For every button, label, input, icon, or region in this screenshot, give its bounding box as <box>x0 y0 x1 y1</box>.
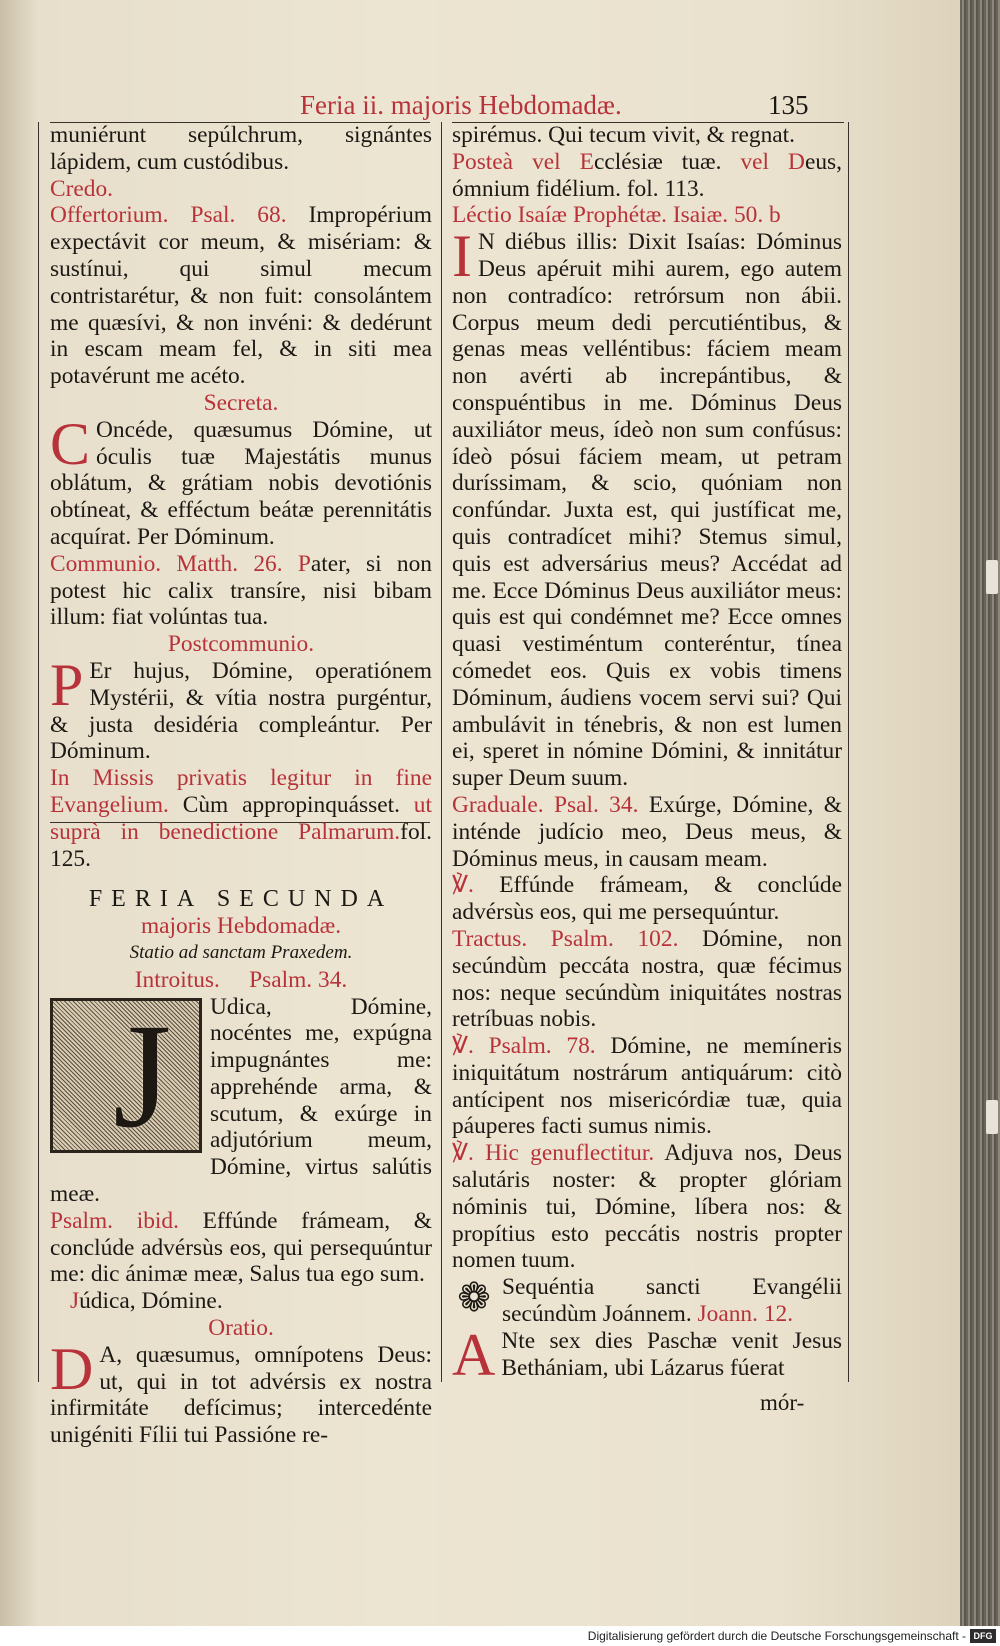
drop-initial: P <box>50 651 84 718</box>
page-tab <box>986 1100 998 1134</box>
introitus-label: Introitus. <box>134 966 220 993</box>
drop-initial: I <box>452 223 472 290</box>
secreta-text: Oncéde, quæsumus Dómine, ut óculis tuæ Majestátis munus oblátum, & grátiam nobis devotiónis obtíneat, & efféctum beátæ perennitátis acquírat. Per Dóminum. <box>50 416 432 550</box>
psalm-ibid-text: Effúnde frámeam, & conclúde advérsùs eos, qui persequúntur me: dic ánimæ meæ, Salus tua ego sum. <box>50 1207 432 1288</box>
versicle <box>452 1140 842 1274</box>
introitus-psalm: Psalm. 34. <box>249 966 348 993</box>
versicle <box>452 872 842 926</box>
postea-red: Posteà vel E <box>452 148 594 175</box>
offertorium <box>50 202 432 390</box>
lectio-label: Léctio Isaíæ Prophétæ. <box>452 202 668 229</box>
oratio-title: Oratio. <box>208 1315 274 1342</box>
feria-title: FERIA SECUNDA <box>88 886 394 913</box>
rubric-black: Cùm appropinquásset. <box>182 791 400 818</box>
paragraph: muniérunt sepúlchrum, signántes lápidem, cum custódibus. <box>50 122 432 175</box>
drop-initial: A <box>452 1321 496 1388</box>
tractus-text: Dómine, non secúndùm peccáta nostra, quæ fécimus nos: neque secúndùm iniquitátes nostras retríbuas nobis. <box>452 925 842 1033</box>
rubric-fol: fol. 125. <box>50 818 432 872</box>
lectio-text: N diébus illis: Dixit Isaías: Dóminus Deus apéruit mihi aurem, ego autem non contradíco: retrórsum non ábii. Corpus meum dedi percutiéntibus, & genas meas velléntibus: fáciem meam non avérti ab increpántibus, & conspuéntibus in me. Dóminus Deus auxiliátor meus, ídeò non sum confúsus: ídeò pósui fáciem meam, ut petram duríssimam, & scio, quóniam non confúndar. Juxta est, qui justíficat me, quis contradícet mihi? Stemus simul, quis est adversárius meus? Accédat ad me. Ecce Dóminus Deus auxiliátor meus: quis est qui condémnet me? Ecce omnes quasi vestiméntum conteréntur, tínea cómedet eos. Quis ex vobis timens Dóminum, áudiens vocem servi sui? Qui ambulávit in ténebris, & non est lumen ei, speret in nómine Dómini, & innitátur super Deum suum. <box>452 229 842 792</box>
running-header: Feria ii. majoris Hebdomadæ. <box>300 90 622 120</box>
graduale-label: Graduale. Psal. 34. <box>452 791 639 818</box>
psalm-ibid <box>50 1208 432 1288</box>
versicle-label: ℣. Hic genuflectitur. <box>452 1140 655 1167</box>
dfg-logo: DFG <box>970 1629 996 1643</box>
oratio <box>50 1335 432 1449</box>
graduale-text: Exúrge, Dómine, & inténde judício meo, Deus meus, & Dóminus meus, in causam meam. <box>452 791 842 872</box>
sequentia <box>452 1274 842 1328</box>
fleuron-icon: ❁ <box>457 1275 491 1321</box>
credo: Credo. <box>50 175 114 202</box>
feria-subtitle: majoris Hebdomadæ. <box>140 913 342 940</box>
versicle-text: Effúnde frámeam, & conclúde advérsùs eos, qui me persequúntur. <box>452 872 842 926</box>
sequentia-ref: Joann. 12. <box>697 1301 794 1328</box>
rubric-red: ut suprà in benedictione Palmarum. <box>50 791 432 845</box>
vel-d-red: vel D <box>740 148 805 175</box>
introitus <box>50 994 432 1208</box>
judica <box>50 1288 432 1315</box>
right-column <box>452 122 843 1388</box>
sequentia-text: Sequéntia sancti Evangélii secúndùm Joánnem. <box>502 1274 842 1328</box>
column-divider <box>441 122 442 1382</box>
oratio-text: A, quæsumus, omnípotens Deus: ut, qui in tot advérsis ex nostra infirmitáte defícimus; intercedénte unigéniti Fílii tui Passióne re- <box>50 1341 432 1449</box>
left-column <box>50 122 432 1449</box>
woodcut-initial <box>50 992 202 1159</box>
introitus-text: Udica, Dómine, nocéntes me, expúgna impugnántes me: apprehénde arma, & scutum, & exúrge in adjutórium meum, Dómine, virtus salútis meæ. <box>50 993 432 1208</box>
versicle <box>452 1033 842 1140</box>
paragraph: spirémus. Qui tecum vivit, & regnat. <box>452 122 796 148</box>
introitus-heading <box>50 967 432 994</box>
postcommunio <box>50 651 432 765</box>
lectio-ref: Isaiæ. 50. b <box>672 202 781 229</box>
woodcut-letter: J <box>113 992 172 1159</box>
secreta-title: Secreta. <box>203 389 279 416</box>
graduale <box>452 792 842 872</box>
drop-initial: C <box>50 410 91 477</box>
versicle-text: Adjuva nos, Deus salutáris noster: & propter glóriam nóminis tui, Dómine, líbera nos: & propítius esto peccátis nostris propter nomen tuum. <box>452 1140 843 1274</box>
postea-black: cclésiæ tuæ. <box>593 148 722 175</box>
versicle-label: ℣. Psalm. 78. <box>452 1033 596 1060</box>
tractus-label: Tractus. Psalm. 102. <box>452 925 679 952</box>
lectio-heading <box>452 202 842 229</box>
judica-initial: J <box>70 1288 80 1315</box>
lectio <box>452 223 842 792</box>
secreta <box>50 410 432 551</box>
vel-d-black: eus, ómnium fidélium. fol. 113. <box>452 148 842 202</box>
footer-credit: Digitalisierung gefördert durch die Deutsche Forschungsgemeinschaft - <box>587 1629 966 1643</box>
communio-text: ater, si non potest hic calix transíre, nisi bibam illum: fiat volúntas tua. <box>50 550 432 631</box>
right-border <box>848 122 849 1382</box>
communio-label: Communio. Matth. 26. P <box>50 550 311 577</box>
page-tab <box>986 560 998 594</box>
postcommunio-title: Postcommunio. <box>167 631 315 658</box>
judica-text: údica, Dómine. <box>79 1288 223 1315</box>
rubric-red: In Missis privatis legitur in fine Evangelium. <box>50 765 432 818</box>
statio: Statio ad sanctam Praxedem. <box>129 941 353 963</box>
versicle-mark: ℣. <box>452 872 474 899</box>
rubric <box>50 765 432 872</box>
versicle-text: Dómine, ne memíneris iniquitátum nostrárum antiquárum: citò antícipent nos misericórdiæ tuæ, quia páuperes facti sumus nimis. <box>452 1033 842 1140</box>
tractus <box>452 926 842 1033</box>
offertorium-label: Offertorium. Psal. 68. <box>50 202 287 229</box>
catchword: mór- <box>760 1390 805 1415</box>
communio <box>50 551 432 631</box>
page-edges <box>960 0 1000 1626</box>
left-border <box>38 122 39 1382</box>
evangelium <box>452 1321 842 1388</box>
page-number: 135 <box>768 90 809 120</box>
postea <box>452 149 842 203</box>
digitization-footer <box>0 1626 1000 1646</box>
postcommunio-text: Er hujus, Dómine, operatiónem Mystérii, & vítia nostra purgéntur, & justa desidéria compleántur. Per Dóminum. <box>50 657 432 765</box>
psalm-ibid-label: Psalm. ibid. <box>50 1207 179 1234</box>
offertorium-text: Impropérium expectávit cor meum, & misériam: & sustínui, qui simul mecum contristarétur, & non fuit: consolántem me quæsívi, & non invéni: & dedérunt in escam meam fel, & in siti mea potavérunt me acéto. <box>50 202 432 390</box>
drop-initial: D <box>50 1335 94 1402</box>
evangelium-text: Nte sex dies Paschæ venit Jesus Bethániam, ubi Lázarus fúerat <box>501 1327 842 1381</box>
